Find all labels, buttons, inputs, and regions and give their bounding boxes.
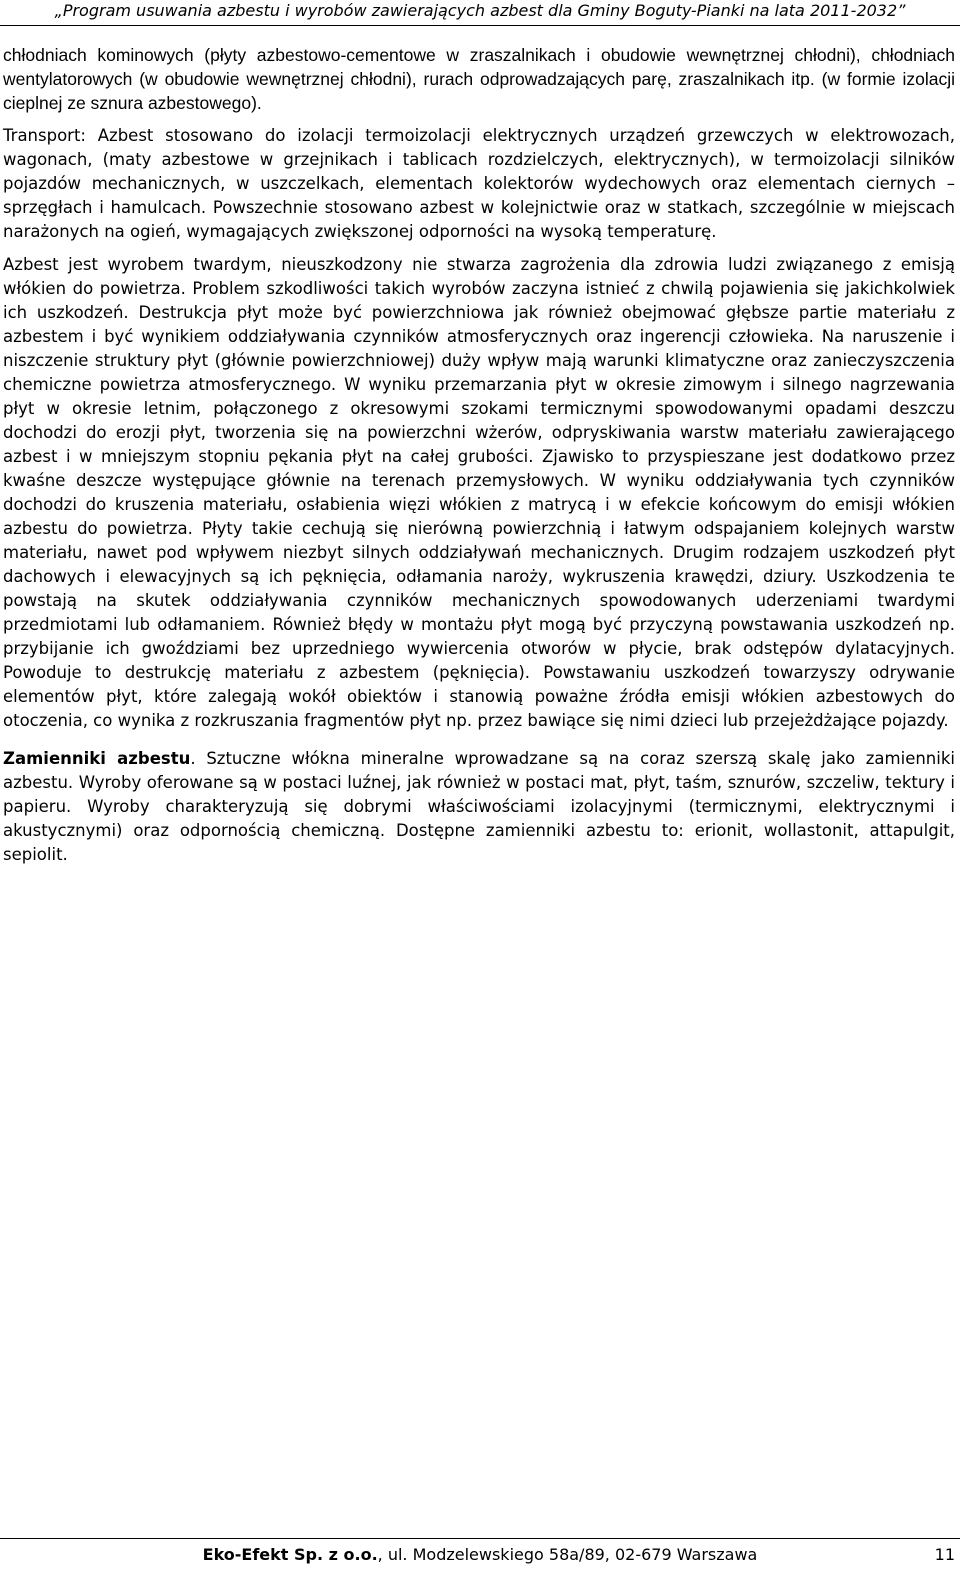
paragraph-asbestos-substitutes [3, 747, 955, 867]
page-footer [0, 1536, 960, 1573]
company-address: , ul. Modzelewskiego 58a/89, 02-679 Warszawa [377, 1545, 758, 1564]
document-body [3, 43, 955, 867]
company-name: Eko-Efekt Sp. z o.o. [202, 1545, 378, 1564]
paragraph-asbestos-damage: Azbest jest wyrobem twardym, nieuszkodzony nie stwarza zagrożenia dla zdrowia ludzi związanego z emisją włókien do powietrza. Problem szkodliwości takich wyrobów zaczyna istnieć z chwilą pojawienia się jakichkolwiek ich uszkodzeń. Destrukcja płyt może być powierzchniowa jak również obejmować głębsze partie materiału z azbestem i być wynikiem oddziaływania czynników atmosferycznych oraz ingerencji człowieka. Na naruszenie i niszczenie struktury płyt (głównie powierzchniowej) duży wpływ mają warunki klimatyczne oraz zanieczyszczenia chemiczne powietrza atmosferycznego. W wyniku przemarzania płyt w okresie zimowym i silnego nagrzewania płyt w okresie letnim, połączonego z okresowymi szokami termicznymi spowodowanymi opadami deszczu dochodzi do erozji płyt, tworzenia się na powierzchni wżerów, odpryskiwania warstw materiału zawierającego azbest i w mniejszym stopniu pękania płyt na całej grubości. Zjawisko to przyspieszane jest dodatkowo przez kwaśne deszcze występujące głównie na terenach przemysłowych. W wyniku oddziaływania tych czynników dochodzi do kruszenia materiału, osłabienia więzi włókien z matrycą i w efekcie końcowym do emisji włókien azbestu do powietrza. Płyty takie cechują się nierówną powierzchnią i łatwym odspajaniem kolejnych warstw materiału, nawet pod wpływem niezbyt silnych oddziaływań mechanicznych. Drugim rodzajem uszkodzeń płyt dachowych i elewacyjnych są ich pęknięcia, odłamania naroży, wykruszenia krawędzi, dziury. Uszkodzenia te powstają na skutek oddziaływania czynników mechanicznych spowodowanych uderzeniami twardymi przedmiotami lub odłamaniem. Również błędy w montażu płyt mogą być przyczyną powstawania uszkodzeń np. przybijanie ich gwoździami bez uprzedniego wywiercenia otworów w płycie, brak odstępów dylatacyjnych. Powoduje to destrukcję materiału z azbestem (pęknięcia). Powstawaniu uszkodzeń towarzyszy odrywanie elementów płyt, które zalegają wokół obiektów i stanowią poważne źródła emisji włókien azbestowych do otoczenia, co wynika z rozkruszania fragmentów płyt np. przez bawiące się nimi dzieci lub przejeżdżające pojazdy. [3, 255, 955, 730]
footer-company-info [0, 1545, 960, 1565]
document-title: „Program usuwania azbestu i wyrobów zawierających azbest dla Gminy Boguty-Pianki na lata 2011-2032” [54, 1, 906, 20]
footer-divider [0, 1538, 960, 1539]
page-number: 11 [934, 1545, 955, 1564]
header-divider [0, 25, 960, 26]
substitutes-text: . Sztuczne włókna mineralne wprowadzane są na coraz szerszą skalę jako zamienniki azbestu. Wyroby oferowane są w postaci luźnej, jak również w postaci mat, płyt, taśm, sznurów, szczeliw, tektury i papieru. Wyroby charakteryzują się dobrymi właściwościami izolacyjnymi (termicznymi, elektrycznymi i akustycznymi) oraz odpornością chemiczną. Dostępne zamienniki azbestu to: erionit, wollastonit, attapulgit, sepiolit. [3, 749, 955, 864]
substitutes-heading: Zamienniki azbestu [3, 749, 191, 768]
paragraph-transport: Transport: Azbest stosowano do izolacji termoizolacji elektrycznych urządzeń grzewczych w elektrowozach, wagonach, (maty azbestowe w grzejnikach i tablicach rozdzielczych, elektrycznych), w termoizolacji silników pojazdów mechanicznych, w uszczelkach, elementach kolektorów wydechowych oraz elementach ciernych – sprzęgłach i hamulcach. Powszechnie stosowano azbest w kolejnictwie oraz w statkach, szczególnie w miejscach narażonych na ogień, wymagających zwiększonej odporności na wysoką temperaturę. [3, 126, 955, 241]
paragraph-cooling-towers: chłodniach kominowych (płyty azbestowo-cementowe w zraszalnikach i obudowie wewnętrznej chłodni), chłodniach wentylatorowych (w obudowie wewnętrznej chłodni), rurach odprowadzających parę, zraszalnikach itp. (w formie izolacji cieplnej ze sznura azbestowego). [3, 45, 955, 113]
page-header [0, 0, 960, 36]
